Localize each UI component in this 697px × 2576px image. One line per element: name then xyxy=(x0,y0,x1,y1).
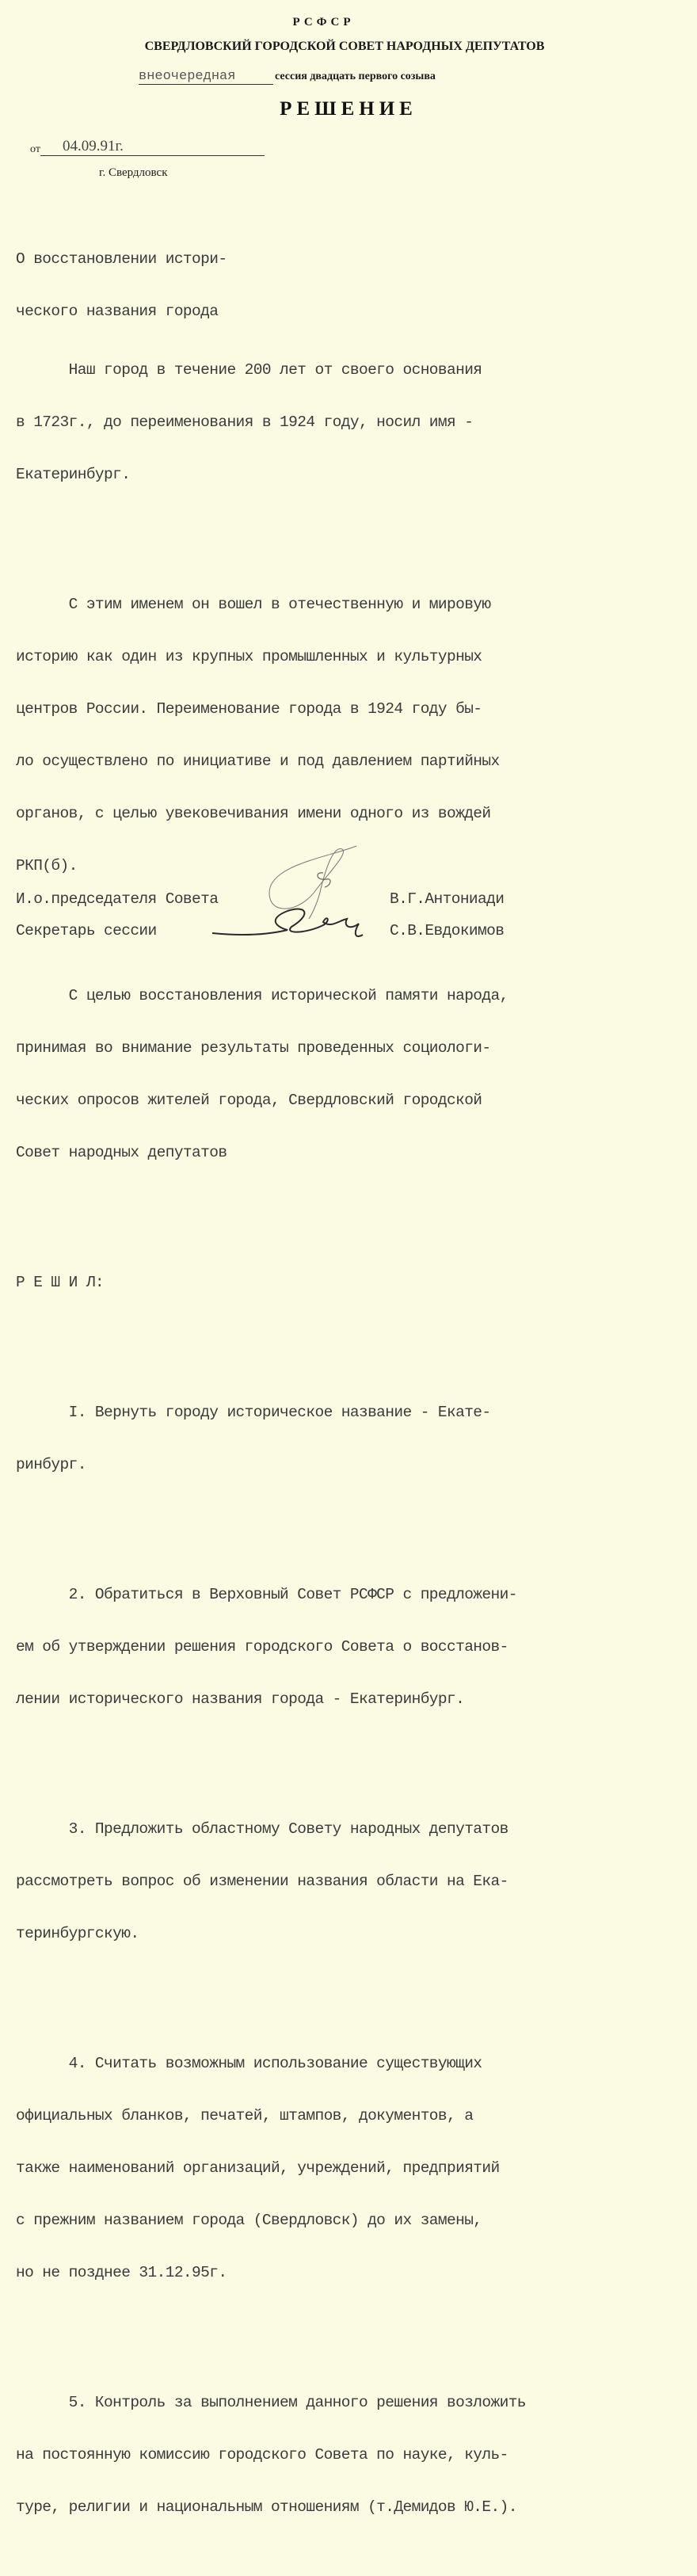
text-line: ло осуществлено по инициативе и под давлением партийных xyxy=(16,753,500,770)
text-line: на постоянную комиссию городского Совета по науке, куль- xyxy=(16,2446,508,2464)
text-line: Екатеринбург. xyxy=(16,466,131,483)
text-line: 2. Обратиться в Верховный Совет РСФСР с предложени- xyxy=(16,1586,517,1603)
text-line: 3. Предложить областному Совету народных депутатов xyxy=(16,1820,508,1838)
text-line: Р Е Ш И Л: xyxy=(16,1274,105,1291)
council-name: СВЕРДЛОВСКИЙ ГОРОДСКОЙ СОВЕТ НАРОДНЫХ ДЕПУТАТОВ xyxy=(144,40,545,53)
text-line: центров России. Переименование города в 1924 году бы- xyxy=(16,700,482,718)
document-body xyxy=(16,292,526,2576)
session-type: внеочередная xyxy=(139,70,273,85)
secretary-role: Секретарь сессии xyxy=(16,922,157,939)
decision-date: 04.09.91г. xyxy=(40,138,265,156)
text-line: официальных бланков, печатей, штампов, документов, а xyxy=(16,2107,474,2124)
document-title: РЕШЕНИЕ xyxy=(280,98,417,120)
session-line xyxy=(139,70,436,85)
text-line: также наименований организаций, учреждений, предприятий xyxy=(16,2159,500,2177)
text-line: туре, религии и национальным отношениям (т.Демидов Ю.Е.). xyxy=(16,2498,517,2516)
subject-line: О восстановлении истори- xyxy=(16,250,227,268)
republic-header: РСФСР xyxy=(292,16,355,29)
text-line: но не позднее 31.12.95г. xyxy=(16,2264,227,2281)
text-line: принимая во внимание результаты проведенных социологи- xyxy=(16,1039,491,1057)
resolved-heading xyxy=(16,1239,526,1326)
chairman-role: И.о.председателя Совета xyxy=(16,890,219,908)
resolution-item-1 xyxy=(16,1369,526,1508)
secretary-signature-icon xyxy=(212,903,394,943)
text-line: РКП(б). xyxy=(16,857,78,875)
paragraph-preamble-3 xyxy=(16,952,526,1196)
secretary-name: С.В.Евдокимов xyxy=(390,922,505,939)
text-line: с прежним названием города (Свердловск) до их замены, xyxy=(16,2212,482,2229)
text-line: 4. Считать возможным использование существующих xyxy=(16,2055,482,2072)
text-line: Наш город в течение 200 лет от своего основания xyxy=(16,361,482,379)
resolution-item-3 xyxy=(16,1785,526,1977)
text-line: теринбургскую. xyxy=(16,1925,139,1942)
text-line: ринбург. xyxy=(16,1456,86,1473)
resolution-item-5 xyxy=(16,2359,526,2551)
paragraph-preamble-1 xyxy=(16,326,526,518)
text-line: С этим именем он вошел в отечественную и мировую xyxy=(16,596,491,613)
date-line xyxy=(30,138,265,156)
text-line: ческих опросов жителей города, Свердловский городской xyxy=(16,1092,482,1109)
date-prefix: от xyxy=(30,143,40,155)
session-description: сессия двадцать первого созыва xyxy=(275,70,436,82)
text-line: органов, с целью увековечивания имени одного из вождей xyxy=(16,805,491,822)
resolution-item-2 xyxy=(16,1551,526,1743)
text-line: рассмотреть вопрос об изменении названия области на Ека- xyxy=(16,1873,508,1890)
text-line: I. Вернуть городу историческое название - Екате- xyxy=(16,1404,491,1421)
text-line: С целью восстановления исторической памяти народа, xyxy=(16,987,508,1004)
chairman-name: В.Г.Антониади xyxy=(390,890,505,908)
city: г. Свердловск xyxy=(99,166,168,179)
text-line: в 1723г., до переименования в 1924 году, носил имя - xyxy=(16,413,474,431)
text-line: историю как один из крупных промышленных и культурных xyxy=(16,648,482,665)
subject-line: ческого названия города xyxy=(16,303,219,320)
text-line: Совет народных депутатов xyxy=(16,1144,227,1161)
text-line: ем об утверждении решения городского Совета о восстанов- xyxy=(16,1638,508,1656)
text-line: 5. Контроль за выполнением данного решения возложить xyxy=(16,2394,526,2411)
text-line: лении исторического названия города - Екатеринбург. xyxy=(16,1690,465,1708)
resolution-item-4 xyxy=(16,2020,526,2316)
